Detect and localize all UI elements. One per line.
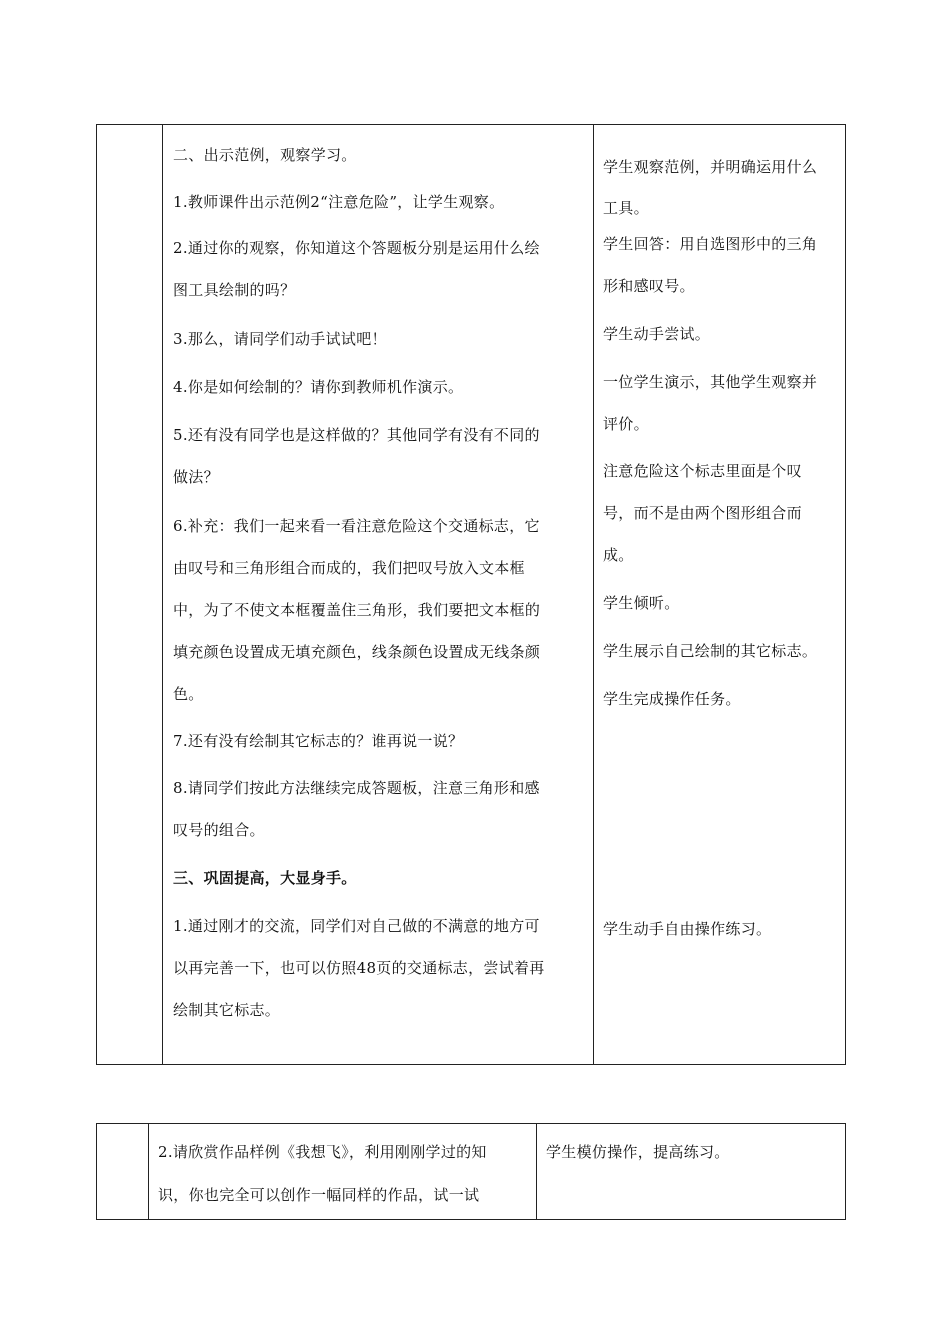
text-line: 填充颜色设置成无填充颜色，线条颜色设置成无线条颜 xyxy=(173,643,541,661)
text-line: 2.请欣赏作品样例《我想飞》，利用刚刚学过的知 xyxy=(158,1143,487,1161)
section-heading-3: 三、巩固提高，大显身手。 xyxy=(173,869,357,887)
text-line: 学生回答：用自选图形中的三角 xyxy=(603,235,818,253)
text-line: 号，而不是由两个图形组合而 xyxy=(603,504,802,522)
text-line: 5.还有没有同学也是这样做的？其他同学有没有不同的 xyxy=(173,426,540,444)
student-activity-column xyxy=(594,125,846,1064)
text-line: 1.通过刚才的交流，同学们对自己做的不满意的地方可 xyxy=(173,917,540,935)
text-line: 学生倾听。 xyxy=(603,594,680,612)
text-line: 学生动手自由操作练习。 xyxy=(603,920,772,938)
lesson-table-2 xyxy=(96,1123,846,1220)
text-line: 8.请同学们按此方法继续完成答题板，注意三角形和感 xyxy=(173,779,540,797)
lesson-table-1 xyxy=(96,124,846,1065)
text-line: 注意危险这个标志里面是个叹 xyxy=(603,462,802,480)
text-line: 1.教师课件出示范例2“注意危险”，让学生观察。 xyxy=(173,193,505,211)
text-line: 学生展示自己绘制的其它标志。 xyxy=(603,642,818,660)
text-line: 3.那么，请同学们动手试试吧！ xyxy=(173,330,387,348)
text-line: 学生动手尝试。 xyxy=(603,325,711,343)
text-line: 学生模仿操作，提高练习。 xyxy=(546,1143,730,1161)
text-line: 6.补充：我们一起来看一看注意危险这个交通标志，它 xyxy=(173,517,540,535)
text-line: 叹号的组合。 xyxy=(173,821,265,839)
text-line: 做法？ xyxy=(173,468,219,486)
section-heading-2: 二、出示范例，观察学习。 xyxy=(173,146,357,164)
text-line: 中，为了不使文本框覆盖住三角形，我们要把文本框的 xyxy=(173,601,541,619)
text-line: 图工具绘制的吗？ xyxy=(173,281,296,299)
text-line: 7.还有没有绘制其它标志的？谁再说一说？ xyxy=(173,732,464,750)
text-line: 形和感叹号。 xyxy=(603,277,695,295)
text-line: 成。 xyxy=(603,546,634,564)
text-line: 评价。 xyxy=(603,415,649,433)
teacher-activity-column xyxy=(149,1124,536,1219)
text-line: 工具。 xyxy=(603,199,649,217)
text-line: 学生观察范例，并明确运用什么 xyxy=(603,158,818,176)
text-line: 识，你也完全可以创作一幅同样的作品，试一试 xyxy=(158,1186,480,1204)
teacher-activity-column xyxy=(163,125,593,1064)
text-line: 学生完成操作任务。 xyxy=(603,690,741,708)
text-line: 2.通过你的观察，你知道这个答题板分别是运用什么绘 xyxy=(173,239,540,257)
text-line: 一位学生演示，其他学生观察并 xyxy=(603,373,818,391)
student-activity-column xyxy=(537,1124,846,1219)
text-line: 色。 xyxy=(173,685,204,703)
text-line: 以再完善一下，也可以仿照48页的交通标志，尝试着再 xyxy=(173,959,545,977)
text-line: 绘制其它标志。 xyxy=(173,1001,281,1019)
text-line: 4.你是如何绘制的？请你到教师机作演示。 xyxy=(173,378,464,396)
text-line: 由叹号和三角形组合而成的，我们把叹号放入文本框 xyxy=(173,559,525,577)
